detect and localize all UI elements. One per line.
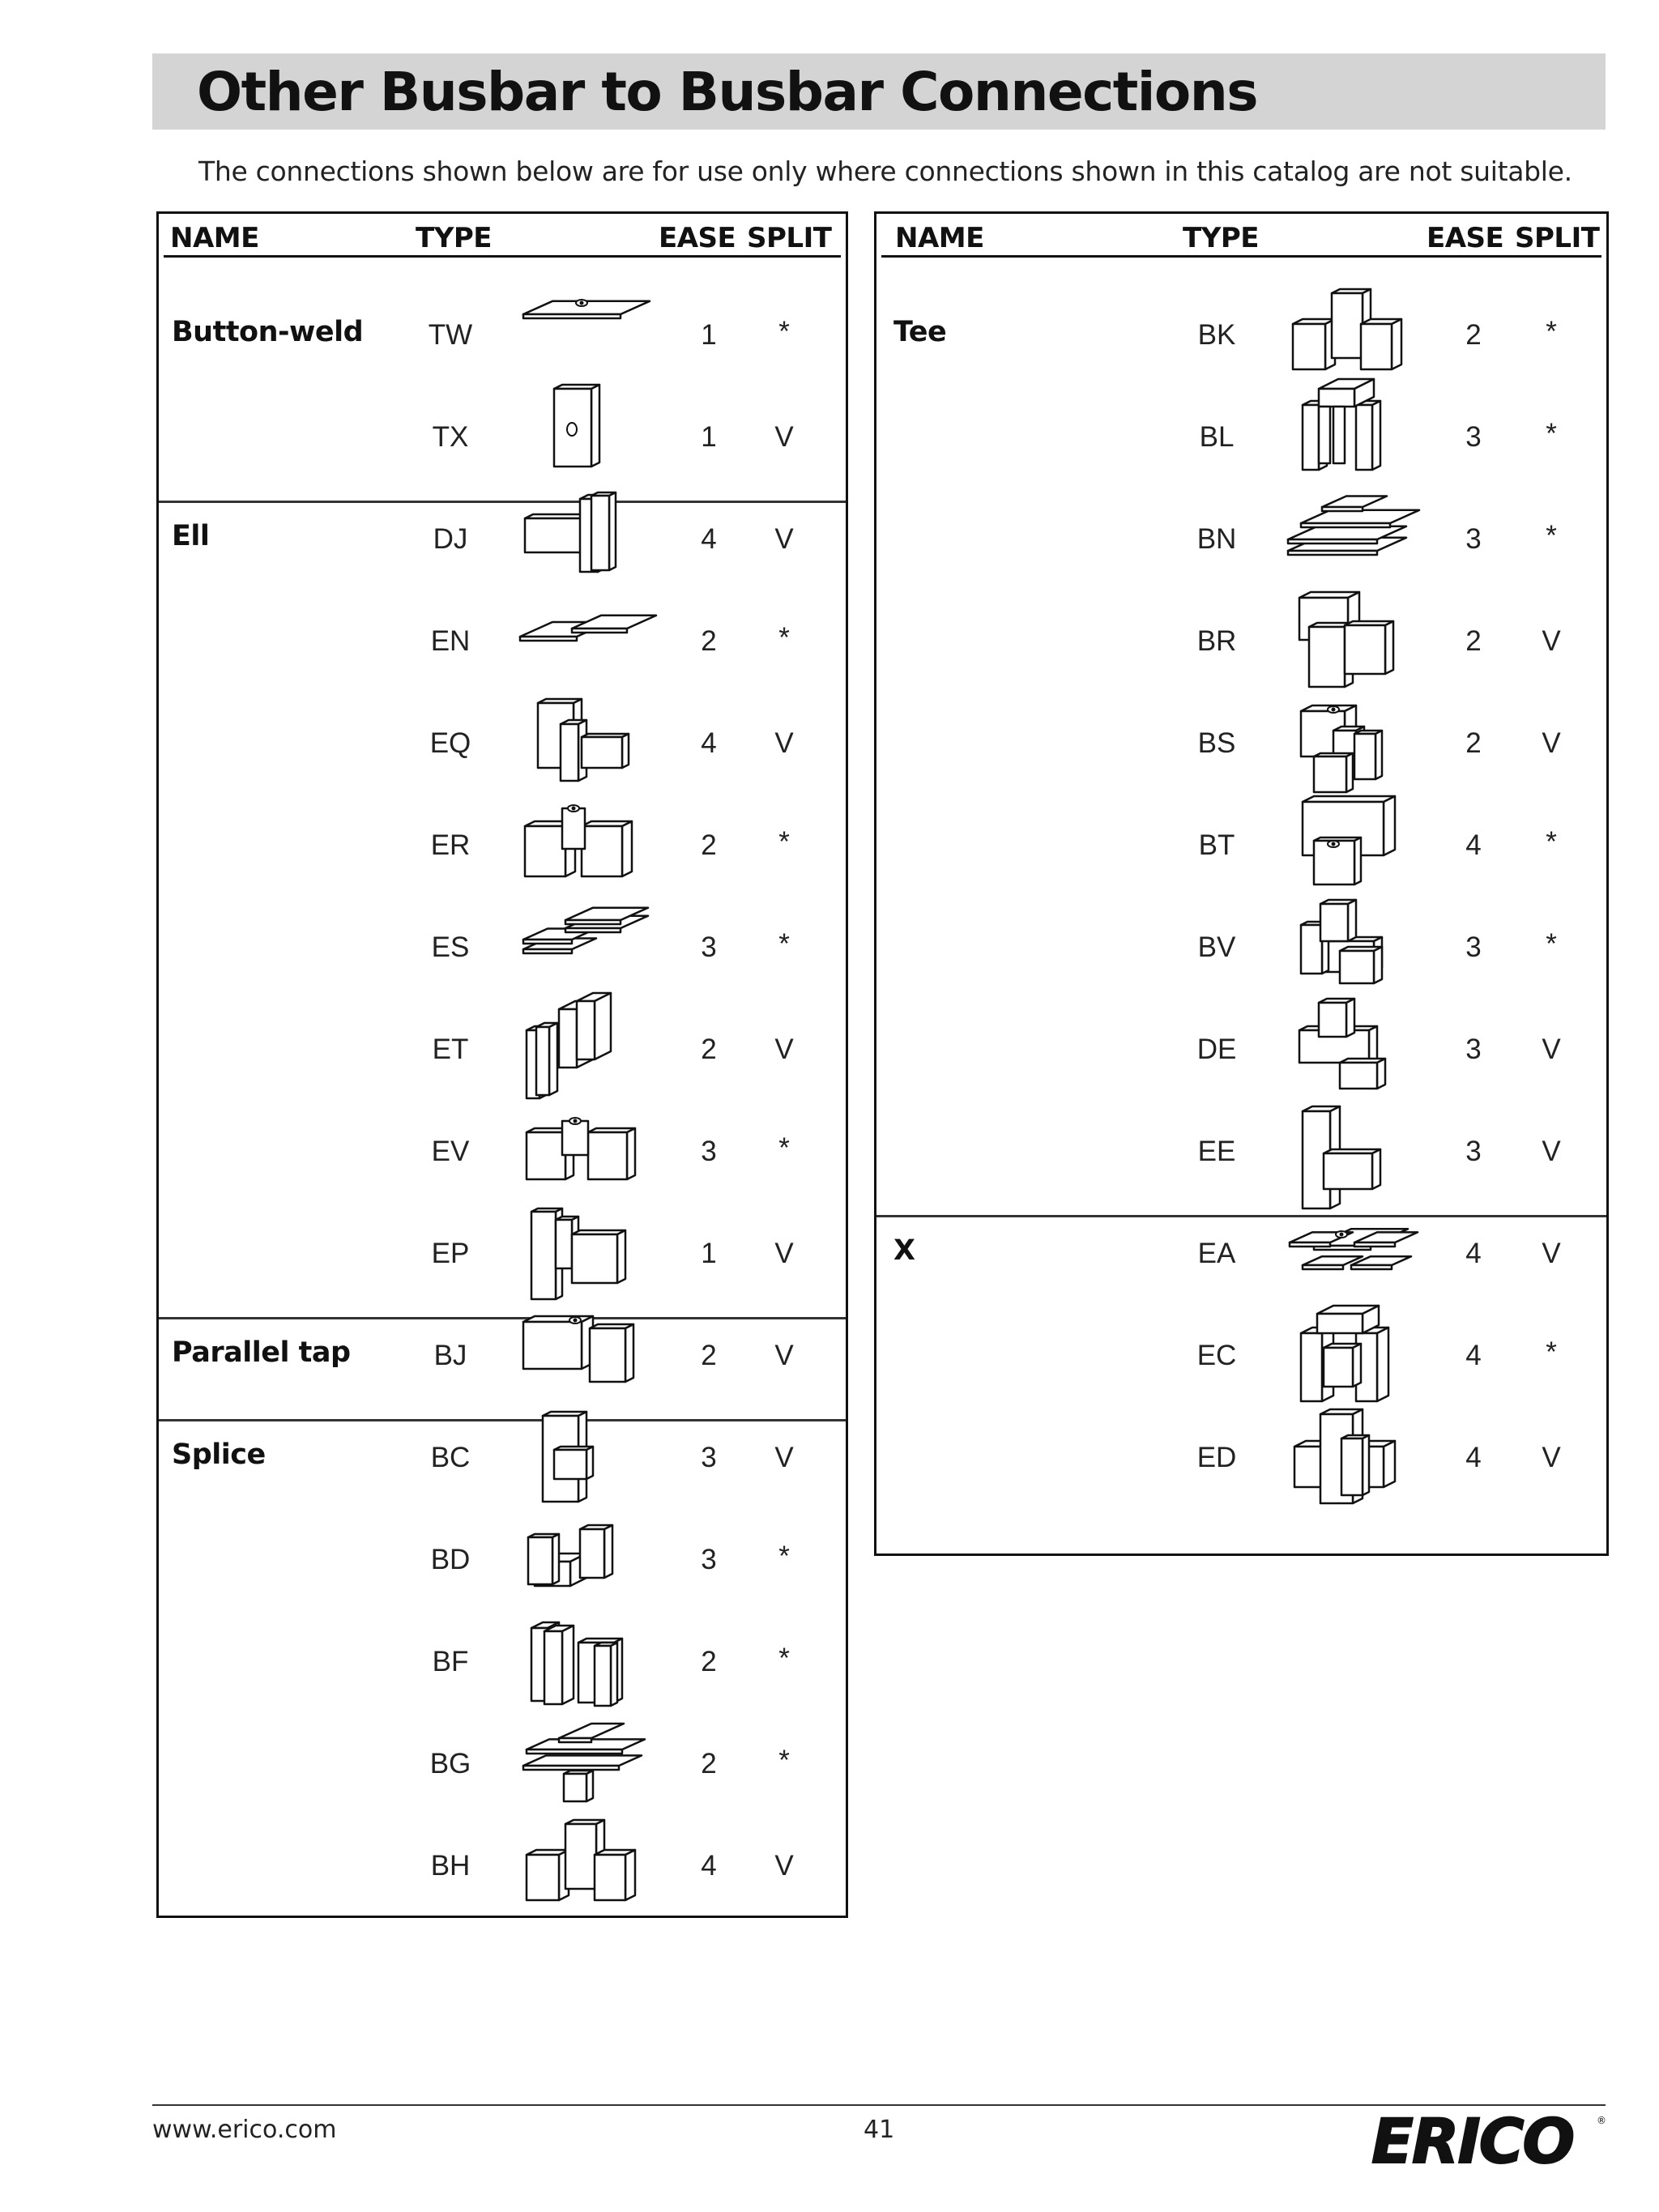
- type-cell: TX: [432, 421, 469, 453]
- ease-cell: 3: [701, 1442, 717, 1473]
- tee-bl-icon: [1282, 382, 1403, 492]
- erico-logo: [1365, 2106, 1608, 2175]
- tee-bt-icon: [1282, 791, 1403, 901]
- type-cell: BH: [430, 1850, 471, 1882]
- header-type: TYPE: [416, 222, 492, 254]
- ell-ev-icon: [515, 1097, 637, 1207]
- split-cell: *: [778, 928, 790, 960]
- split-cell: *: [1546, 520, 1557, 552]
- ease-cell: 4: [1465, 1442, 1482, 1473]
- ell-er-icon: [515, 791, 637, 901]
- header-split: SPLIT: [747, 222, 832, 254]
- ease-cell: 4: [701, 727, 717, 759]
- left-connections-table: [156, 211, 848, 1918]
- split-cell: *: [1546, 316, 1557, 347]
- split-cell: *: [778, 826, 790, 858]
- type-cell: TW: [428, 319, 473, 351]
- split-cell: *: [778, 1541, 790, 1572]
- ease-cell: 4: [701, 1850, 717, 1882]
- group-name: Button-weld: [172, 316, 364, 348]
- split-cell: V: [774, 1340, 794, 1371]
- group-separator: [159, 501, 846, 503]
- page-title: Other Busbar to Busbar Connections: [197, 61, 1257, 123]
- footer-url: www.erico.com: [152, 2116, 337, 2144]
- split-cell: V: [1542, 1238, 1561, 1269]
- ell-en-icon: [515, 586, 637, 697]
- ell-ep-icon: [515, 1199, 637, 1309]
- ease-cell: 4: [1465, 1340, 1482, 1371]
- tee-bn-icon: [1282, 484, 1403, 595]
- ease-cell: 3: [1465, 421, 1482, 453]
- split-cell: *: [778, 1745, 790, 1776]
- group-name: Ell: [172, 520, 210, 552]
- tee-br-icon: [1282, 586, 1403, 697]
- type-cell: ER: [430, 829, 471, 861]
- split-cell: V: [1542, 625, 1561, 657]
- split-cell: V: [1542, 1034, 1561, 1065]
- page-subtitle: The connections shown below are for use only where connections shown in this catalog are not suitable.: [198, 156, 1572, 187]
- ease-cell: 3: [701, 1136, 717, 1167]
- type-cell: BS: [1197, 727, 1236, 759]
- split-cell: *: [1546, 826, 1557, 858]
- tee-de-icon: [1282, 995, 1403, 1105]
- ease-cell: 3: [701, 1544, 717, 1575]
- splice-bf-icon: [515, 1607, 637, 1717]
- ease-cell: 2: [701, 1646, 717, 1677]
- type-cell: EA: [1197, 1238, 1236, 1269]
- button-weld-tw-icon: [515, 280, 637, 390]
- tee-ee-icon: [1282, 1097, 1403, 1207]
- ease-cell: 1: [701, 421, 717, 453]
- split-cell: V: [1542, 1136, 1561, 1167]
- split-cell: V: [774, 1442, 794, 1473]
- ease-cell: 3: [1465, 1034, 1482, 1065]
- header-name: NAME: [170, 222, 259, 254]
- split-cell: *: [1546, 928, 1557, 960]
- ell-eq-icon: [515, 688, 637, 799]
- group-separator: [876, 1215, 1606, 1217]
- split-cell: V: [774, 727, 794, 759]
- ease-cell: 4: [701, 523, 717, 555]
- type-cell: EC: [1196, 1340, 1237, 1371]
- ell-dj-icon: [515, 484, 637, 595]
- title-bar: [152, 53, 1606, 130]
- type-cell: ED: [1196, 1442, 1237, 1473]
- type-cell: BJ: [433, 1340, 467, 1371]
- ell-et-icon: [515, 995, 637, 1105]
- splice-bc-icon: [515, 1403, 637, 1513]
- split-cell: *: [778, 1132, 790, 1164]
- header-type: TYPE: [1183, 222, 1259, 254]
- ease-cell: 2: [701, 1340, 717, 1371]
- group-name: Splice: [172, 1438, 266, 1471]
- splice-bg-icon: [515, 1709, 637, 1819]
- type-cell: BN: [1196, 523, 1237, 555]
- split-cell: V: [774, 523, 794, 555]
- x-ed-icon: [1282, 1403, 1403, 1513]
- tee-bs-icon: [1282, 688, 1403, 799]
- split-cell: V: [1542, 727, 1561, 759]
- ease-cell: 3: [701, 931, 717, 963]
- header-ease: EASE: [1427, 222, 1504, 254]
- ease-cell: 2: [701, 1748, 717, 1779]
- group-separator: [159, 1317, 846, 1319]
- ease-cell: 2: [701, 829, 717, 861]
- type-cell: EP: [431, 1238, 470, 1269]
- ease-cell: 2: [1465, 625, 1482, 657]
- tee-bk-icon: [1282, 280, 1403, 390]
- ease-cell: 2: [701, 625, 717, 657]
- type-cell: BL: [1199, 421, 1235, 453]
- button-weld-tx-icon: [515, 382, 637, 492]
- split-cell: *: [1546, 418, 1557, 450]
- type-cell: EV: [431, 1136, 470, 1167]
- ease-cell: 1: [701, 1238, 717, 1269]
- group-name: Parallel tap: [172, 1336, 351, 1369]
- split-cell: *: [1546, 1336, 1557, 1368]
- type-cell: DE: [1196, 1034, 1237, 1065]
- type-cell: BV: [1197, 931, 1236, 963]
- ease-cell: 3: [1465, 1136, 1482, 1167]
- right-connections-table: [874, 211, 1609, 1556]
- ease-cell: 2: [701, 1034, 717, 1065]
- split-cell: V: [1542, 1442, 1561, 1473]
- ease-cell: 2: [1465, 319, 1482, 351]
- type-cell: BC: [430, 1442, 471, 1473]
- type-cell: EN: [430, 625, 471, 657]
- splice-bh-icon: [515, 1811, 637, 1921]
- x-ea-icon: [1282, 1199, 1403, 1309]
- tee-bv-icon: [1282, 893, 1403, 1003]
- type-cell: BK: [1197, 319, 1236, 351]
- type-cell: EQ: [429, 727, 471, 759]
- header-rule: [164, 255, 841, 258]
- type-cell: ET: [432, 1034, 469, 1065]
- ease-cell: 3: [1465, 523, 1482, 555]
- split-cell: V: [774, 1034, 794, 1065]
- header-rule: [881, 255, 1601, 258]
- type-cell: BD: [430, 1544, 471, 1575]
- split-cell: *: [778, 1643, 790, 1674]
- x-ec-icon: [1282, 1301, 1403, 1411]
- header-split: SPLIT: [1515, 222, 1600, 254]
- splice-bd-icon: [515, 1505, 637, 1615]
- ease-cell: 2: [1465, 727, 1482, 759]
- type-cell: BG: [429, 1748, 471, 1779]
- header-ease: EASE: [659, 222, 736, 254]
- header-name: NAME: [895, 222, 984, 254]
- group-name: X: [893, 1234, 915, 1267]
- split-cell: V: [774, 421, 794, 453]
- svg-text:ERICO: ERICO: [1371, 2106, 1574, 2171]
- ell-es-icon: [515, 893, 637, 1003]
- ease-cell: 1: [701, 319, 717, 351]
- svg-text:®: ®: [1597, 2115, 1606, 2126]
- ease-cell: 3: [1465, 931, 1482, 963]
- parallel-tap-bj-icon: [515, 1301, 637, 1411]
- ease-cell: 4: [1465, 829, 1482, 861]
- split-cell: V: [774, 1238, 794, 1269]
- split-cell: *: [778, 316, 790, 347]
- type-cell: ES: [431, 931, 470, 963]
- type-cell: BT: [1198, 829, 1235, 861]
- ease-cell: 4: [1465, 1238, 1482, 1269]
- group-separator: [159, 1419, 846, 1421]
- split-cell: V: [774, 1850, 794, 1882]
- group-name: Tee: [893, 316, 947, 348]
- split-cell: *: [778, 622, 790, 654]
- type-cell: BF: [432, 1646, 469, 1677]
- page-number: 41: [864, 2116, 895, 2144]
- type-cell: EE: [1197, 1136, 1236, 1167]
- type-cell: BR: [1196, 625, 1237, 657]
- type-cell: DJ: [433, 523, 468, 555]
